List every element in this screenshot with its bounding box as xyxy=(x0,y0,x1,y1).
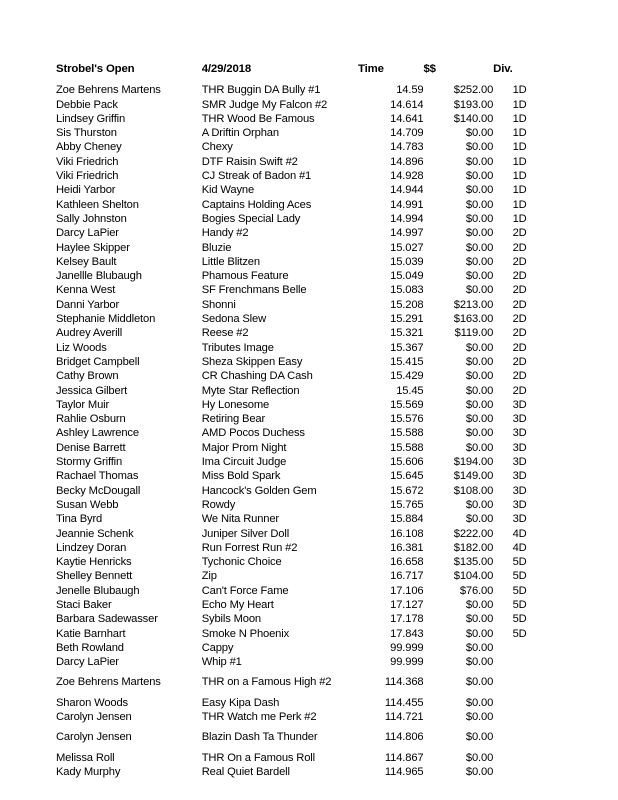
cell-time: 15.45 xyxy=(396,384,424,397)
cell-division: 3D xyxy=(512,441,527,454)
cell-rider-name: Tina Byrd xyxy=(56,513,103,526)
table-row xyxy=(56,555,546,569)
cell-division: 2D xyxy=(512,241,527,254)
cell-division: 5D xyxy=(512,584,527,597)
table-row xyxy=(56,612,546,626)
cell-division: 2D xyxy=(512,298,527,311)
cell-time: 15.027 xyxy=(390,241,424,254)
race-results-table xyxy=(56,62,546,779)
cell-division: 5D xyxy=(512,570,527,583)
cell-rider-name: Stormy Griffin xyxy=(56,456,123,469)
cell-division: 5D xyxy=(512,598,527,611)
cell-rider-name: Susan Webb xyxy=(56,498,119,511)
cell-division: 1D xyxy=(512,198,527,211)
cell-time: 15.884 xyxy=(390,513,424,526)
cell-payout: $193.00 xyxy=(453,98,494,111)
cell-division: 2D xyxy=(512,327,527,340)
cell-horse-name: AMD Pocos Duchess xyxy=(201,427,305,440)
cell-division: 2D xyxy=(512,355,527,368)
cell-payout: $0.00 xyxy=(465,613,494,626)
cell-horse-name: Bogies Special Lady xyxy=(201,212,301,225)
cell-division xyxy=(493,641,546,655)
table-row xyxy=(56,255,546,269)
table-row xyxy=(56,710,546,724)
cell-horse-name: Smoke N Phoenix xyxy=(201,627,290,640)
cell-division: 3D xyxy=(512,456,527,469)
cell-horse-name: Phamous Feature xyxy=(201,270,289,283)
cell-horse-name: Rowdy xyxy=(201,498,236,511)
cell-rider-name: Sally Johnston xyxy=(56,212,127,225)
cell-rider-name: Kenna West xyxy=(56,284,116,297)
cell-payout: $0.00 xyxy=(465,513,494,526)
cell-rider-name: Janellle Blubaugh xyxy=(56,270,142,283)
table-header xyxy=(56,62,546,83)
cell-time: 15.415 xyxy=(390,355,424,368)
cell-division: 3D xyxy=(512,470,527,483)
cell-division xyxy=(493,710,546,724)
cell-time: 15.208 xyxy=(390,298,424,311)
cell-time: 14.641 xyxy=(390,112,424,125)
cell-rider-name: Jenelle Blubaugh xyxy=(56,584,140,597)
cell-time: 15.083 xyxy=(390,284,424,297)
cell-horse-name: CJ Streak of Badon #1 xyxy=(201,170,312,183)
cell-division: 5D xyxy=(512,556,527,569)
cell-time: 114.965 xyxy=(384,765,424,778)
table-row xyxy=(56,641,546,655)
table-row xyxy=(56,412,546,426)
cell-time: 16.108 xyxy=(390,527,424,540)
cell-rider-name: Denise Barrett xyxy=(56,441,126,454)
cell-horse-name: Sheza Skippen Easy xyxy=(201,355,303,368)
cell-payout: $222.00 xyxy=(453,527,494,540)
cell-payout: $182.00 xyxy=(453,541,494,554)
cell-payout: $252.00 xyxy=(453,84,494,97)
cell-rider-name: Darcy LaPier xyxy=(56,227,119,240)
table-row xyxy=(56,140,546,154)
cell-division xyxy=(493,724,546,750)
table-row xyxy=(56,226,546,240)
cell-time: 99.999 xyxy=(390,641,424,654)
table-row xyxy=(56,426,546,440)
cell-payout: $0.00 xyxy=(465,731,494,744)
table-row xyxy=(56,98,546,112)
cell-payout: $0.00 xyxy=(465,498,494,511)
cell-payout: $0.00 xyxy=(465,355,494,368)
cell-horse-name: Blazin Dash Ta Thunder xyxy=(201,731,318,744)
cell-rider-name: Danni Yarbor xyxy=(56,298,120,311)
cell-division: 1D xyxy=(512,112,527,125)
cell-rider-name: Carolyn Jensen xyxy=(56,711,132,724)
cell-rider-name: Abby Cheney xyxy=(56,141,122,154)
cell-time: 15.049 xyxy=(390,270,424,283)
cell-division: 4D xyxy=(512,527,527,540)
table-row xyxy=(56,765,546,779)
column-header-time: Time xyxy=(358,63,384,75)
table-row xyxy=(56,83,546,97)
table-row xyxy=(56,312,546,326)
cell-payout: $0.00 xyxy=(465,170,494,183)
cell-division: 1D xyxy=(512,127,527,140)
cell-division: 4D xyxy=(512,541,527,554)
cell-time: 15.588 xyxy=(390,441,424,454)
cell-horse-name: Whip #1 xyxy=(201,656,242,669)
cell-rider-name: Kaytie Henricks xyxy=(56,556,132,569)
cell-time: 15.576 xyxy=(390,413,424,426)
cell-rider-name: Zoe Behrens Martens xyxy=(56,84,161,97)
cell-payout: $0.00 xyxy=(465,765,494,778)
cell-horse-name: Reese #2 xyxy=(201,327,249,340)
cell-time: 17.178 xyxy=(390,613,424,626)
cell-rider-name: Sis Thurston xyxy=(56,127,117,140)
cell-time: 15.569 xyxy=(390,398,424,411)
cell-horse-name: Bluzie xyxy=(201,241,232,254)
cell-horse-name: Zip xyxy=(201,570,217,583)
cell-time: 15.672 xyxy=(390,484,424,497)
cell-horse-name: THR On a Famous Roll xyxy=(201,751,315,764)
cell-payout: $0.00 xyxy=(465,656,494,669)
table-row xyxy=(56,398,546,412)
cell-rider-name: Kathleen Shelton xyxy=(56,198,139,211)
table-row xyxy=(56,269,546,283)
cell-rider-name: Darcy LaPier xyxy=(56,656,119,669)
cell-time: 14.709 xyxy=(390,127,424,140)
cell-rider-name: Lindsey Griffin xyxy=(56,112,126,125)
cell-division: 2D xyxy=(512,255,527,268)
cell-horse-name: Cappy xyxy=(201,641,234,654)
table-row xyxy=(56,441,546,455)
cell-horse-name: Sybils Moon xyxy=(201,613,262,626)
table-row xyxy=(56,598,546,612)
cell-rider-name: Staci Baker xyxy=(56,598,112,611)
cell-division xyxy=(493,669,546,695)
cell-payout: $0.00 xyxy=(465,284,494,297)
cell-horse-name: SF Frenchmans Belle xyxy=(201,284,307,297)
cell-horse-name: Sedona Slew xyxy=(201,313,266,326)
cell-payout: $135.00 xyxy=(453,556,494,569)
cell-time: 15.765 xyxy=(390,498,424,511)
cell-time: 17.106 xyxy=(390,584,424,597)
cell-division: 2D xyxy=(512,341,527,354)
cell-payout: $140.00 xyxy=(453,112,494,125)
cell-horse-name: We Nita Runner xyxy=(201,513,280,526)
cell-payout: $0.00 xyxy=(465,241,494,254)
cell-rider-name: Stephanie Middleton xyxy=(56,313,156,326)
cell-horse-name: Real Quiet Bardell xyxy=(201,765,290,778)
cell-payout: $149.00 xyxy=(453,470,494,483)
cell-payout: $104.00 xyxy=(453,570,494,583)
table-row xyxy=(56,627,546,641)
table-row xyxy=(56,724,546,750)
cell-time: 15.039 xyxy=(390,255,424,268)
cell-horse-name: Can't Force Fame xyxy=(201,584,289,597)
cell-horse-name: THR on a Famous High #2 xyxy=(201,676,332,689)
cell-time: 15.367 xyxy=(390,341,424,354)
cell-rider-name: Viki Friedrich xyxy=(56,170,119,183)
cell-division: 2D xyxy=(512,370,527,383)
cell-division: 1D xyxy=(512,170,527,183)
cell-division: 1D xyxy=(512,98,527,111)
cell-rider-name: Audrey Averill xyxy=(56,327,123,340)
cell-horse-name: Retiring Bear xyxy=(201,413,266,426)
cell-time: 114.867 xyxy=(384,751,424,764)
cell-time: 15.606 xyxy=(390,456,424,469)
cell-division: 1D xyxy=(512,155,527,168)
table-row xyxy=(56,455,546,469)
table-row xyxy=(56,512,546,526)
cell-horse-name: Major Prom Night xyxy=(201,441,287,454)
cell-division: 2D xyxy=(512,227,527,240)
cell-horse-name: Tributes Image xyxy=(201,341,274,354)
cell-payout: $0.00 xyxy=(465,341,494,354)
cell-division: 2D xyxy=(512,270,527,283)
cell-division: 3D xyxy=(512,427,527,440)
table-row xyxy=(56,369,546,383)
cell-horse-name: Myte Star Reflection xyxy=(201,384,300,397)
cell-rider-name: Barbara Sadewasser xyxy=(56,613,158,626)
cell-rider-name: Beth Rowland xyxy=(56,641,124,654)
table-row xyxy=(56,112,546,126)
cell-division: 5D xyxy=(512,613,527,626)
cell-horse-name: Run Forrest Run #2 xyxy=(201,541,298,554)
cell-payout: $0.00 xyxy=(465,384,494,397)
table-row xyxy=(56,341,546,355)
cell-rider-name: Kady Murphy xyxy=(56,765,121,778)
cell-rider-name: Katie Barnhart xyxy=(56,627,126,640)
table-row xyxy=(56,198,546,212)
cell-payout: $0.00 xyxy=(465,184,494,197)
cell-payout: $0.00 xyxy=(465,227,494,240)
cell-time: 15.645 xyxy=(390,470,424,483)
column-header-event-date: 4/29/2018 xyxy=(201,63,252,75)
table-row xyxy=(56,669,546,695)
cell-rider-name: Sharon Woods xyxy=(56,696,129,709)
cell-payout: $0.00 xyxy=(465,155,494,168)
cell-rider-name: Rahlie Osburn xyxy=(56,413,126,426)
cell-time: 14.944 xyxy=(390,184,424,197)
cell-rider-name: Bridget Campbell xyxy=(56,355,140,368)
table-row xyxy=(56,527,546,541)
table-row xyxy=(56,126,546,140)
cell-division xyxy=(493,696,546,710)
cell-horse-name: Hancock's Golden Gem xyxy=(201,484,317,497)
cell-horse-name: Captains Holding Aces xyxy=(201,198,312,211)
cell-payout: $0.00 xyxy=(465,255,494,268)
cell-horse-name: SMR Judge My Falcon #2 xyxy=(201,98,328,111)
cell-division: 1D xyxy=(512,184,527,197)
cell-rider-name: Becky McDougall xyxy=(56,484,141,497)
cell-time: 14.928 xyxy=(390,170,424,183)
cell-time: 15.429 xyxy=(390,370,424,383)
cell-division xyxy=(493,751,546,765)
cell-time: 14.991 xyxy=(390,198,424,211)
cell-rider-name: Debbie Pack xyxy=(56,98,118,111)
column-header-division: Div. xyxy=(493,63,513,75)
cell-time: 99.999 xyxy=(390,656,424,669)
cell-horse-name: THR Watch me Perk #2 xyxy=(201,711,317,724)
table-row xyxy=(56,751,546,765)
cell-division: 3D xyxy=(512,484,527,497)
table-row xyxy=(56,484,546,498)
cell-horse-name: Easy Kipa Dash xyxy=(201,696,280,709)
cell-time: 16.381 xyxy=(390,541,424,554)
table-row xyxy=(56,655,546,669)
cell-payout: $0.00 xyxy=(465,127,494,140)
cell-division: 3D xyxy=(512,413,527,426)
table-row xyxy=(56,541,546,555)
column-header-payout: $$ xyxy=(423,63,436,75)
cell-horse-name: CR Chashing DA Cash xyxy=(201,370,313,383)
cell-rider-name: Kelsey Bault xyxy=(56,255,117,268)
table-row xyxy=(56,355,546,369)
race-results-sheet xyxy=(56,62,556,779)
cell-time: 14.614 xyxy=(390,98,424,111)
table-row xyxy=(56,469,546,483)
cell-payout: $0.00 xyxy=(465,427,494,440)
cell-horse-name: Ima Circuit Judge xyxy=(201,456,287,469)
cell-division: 2D xyxy=(512,313,527,326)
cell-payout: $0.00 xyxy=(465,441,494,454)
cell-rider-name: Cathy Brown xyxy=(56,370,119,383)
cell-rider-name: Jessica Gilbert xyxy=(56,384,128,397)
cell-payout: $194.00 xyxy=(453,456,494,469)
cell-payout: $213.00 xyxy=(453,298,494,311)
cell-horse-name: DTF Raisin Swift #2 xyxy=(201,155,298,168)
cell-time: 14.896 xyxy=(390,155,424,168)
cell-horse-name: Tychonic Choice xyxy=(201,556,282,569)
cell-horse-name: Juniper Silver Doll xyxy=(201,527,290,540)
cell-payout: $0.00 xyxy=(465,676,494,689)
cell-rider-name: Haylee Skipper xyxy=(56,241,130,254)
table-row xyxy=(56,212,546,226)
cell-division xyxy=(493,765,546,779)
cell-payout: $0.00 xyxy=(465,198,494,211)
table-row xyxy=(56,326,546,340)
table-row xyxy=(56,498,546,512)
cell-time: 15.588 xyxy=(390,427,424,440)
cell-horse-name: Little Blitzen xyxy=(201,255,260,268)
cell-division: 2D xyxy=(512,384,527,397)
cell-horse-name: A Driftin Orphan xyxy=(201,127,279,140)
cell-rider-name: Liz Woods xyxy=(56,341,107,354)
table-header-row xyxy=(56,62,546,83)
cell-division: 5D xyxy=(512,627,527,640)
cell-division: 2D xyxy=(512,284,527,297)
cell-payout: $0.00 xyxy=(465,212,494,225)
cell-division: 3D xyxy=(512,398,527,411)
cell-horse-name: THR Wood Be Famous xyxy=(201,112,315,125)
table-row xyxy=(56,569,546,583)
cell-payout: $0.00 xyxy=(465,641,494,654)
cell-time: 16.717 xyxy=(390,570,424,583)
table-row xyxy=(56,696,546,710)
cell-time: 114.455 xyxy=(384,696,424,709)
cell-rider-name: Viki Friedrich xyxy=(56,155,119,168)
cell-time: 114.721 xyxy=(384,711,424,724)
cell-payout: $0.00 xyxy=(465,598,494,611)
cell-time: 14.997 xyxy=(390,227,424,240)
table-row xyxy=(56,298,546,312)
table-row xyxy=(56,169,546,183)
cell-time: 14.994 xyxy=(390,212,424,225)
cell-payout: $76.00 xyxy=(459,584,494,597)
table-row xyxy=(56,584,546,598)
cell-payout: $0.00 xyxy=(465,751,494,764)
cell-division: 3D xyxy=(512,513,527,526)
cell-division: 3D xyxy=(512,498,527,511)
table-row xyxy=(56,241,546,255)
cell-time: 14.783 xyxy=(390,141,424,154)
cell-rider-name: Zoe Behrens Martens xyxy=(56,676,161,689)
cell-division: 1D xyxy=(512,141,527,154)
cell-rider-name: Ashley Lawrence xyxy=(56,427,139,440)
cell-time: 16.658 xyxy=(390,556,424,569)
table-row xyxy=(56,155,546,169)
table-row xyxy=(56,384,546,398)
cell-time: 15.291 xyxy=(390,313,424,326)
cell-rider-name: Taylor Muir xyxy=(56,398,110,411)
cell-payout: $0.00 xyxy=(465,141,494,154)
cell-payout: $0.00 xyxy=(465,711,494,724)
cell-rider-name: Lindzey Doran xyxy=(56,541,127,554)
table-row xyxy=(56,183,546,197)
cell-rider-name: Heidi Yarbor xyxy=(56,184,116,197)
cell-rider-name: Melissa Roll xyxy=(56,751,115,764)
cell-horse-name: Shonni xyxy=(201,298,236,311)
cell-horse-name: Kid Wayne xyxy=(201,184,255,197)
cell-payout: $119.00 xyxy=(454,327,494,340)
table-row xyxy=(56,283,546,297)
cell-horse-name: THR Buggin DA Bully #1 xyxy=(201,84,321,97)
cell-payout: $0.00 xyxy=(465,370,494,383)
cell-horse-name: Miss Bold Spark xyxy=(201,470,281,483)
table-body xyxy=(56,83,546,779)
cell-time: 15.321 xyxy=(390,327,424,340)
cell-rider-name: Jeannie Schenk xyxy=(56,527,134,540)
cell-division: 1D xyxy=(512,84,527,97)
cell-rider-name: Rachael Thomas xyxy=(56,470,139,483)
cell-payout: $163.00 xyxy=(453,313,494,326)
cell-time: 114.368 xyxy=(384,676,424,689)
cell-payout: $0.00 xyxy=(465,270,494,283)
cell-payout: $0.00 xyxy=(465,398,494,411)
cell-payout: $0.00 xyxy=(465,696,494,709)
cell-horse-name: Chexy xyxy=(201,141,233,154)
cell-payout: $0.00 xyxy=(465,627,494,640)
column-header-event-title: Strobel's Open xyxy=(56,63,135,75)
cell-horse-name: Handy #2 xyxy=(201,227,249,240)
cell-time: 114.806 xyxy=(384,731,424,744)
cell-payout: $0.00 xyxy=(465,413,494,426)
cell-payout: $108.00 xyxy=(453,484,494,497)
cell-rider-name: Carolyn Jensen xyxy=(56,731,132,744)
cell-time: 17.127 xyxy=(390,598,424,611)
cell-rider-name: Shelley Bennett xyxy=(56,570,133,583)
cell-division xyxy=(493,655,546,669)
cell-division: 1D xyxy=(512,212,527,225)
cell-horse-name: Echo My Heart xyxy=(201,598,274,611)
cell-time: 17.843 xyxy=(390,627,424,640)
cell-time: 14.59 xyxy=(396,84,424,97)
cell-horse-name: Hy Lonesome xyxy=(201,398,270,411)
